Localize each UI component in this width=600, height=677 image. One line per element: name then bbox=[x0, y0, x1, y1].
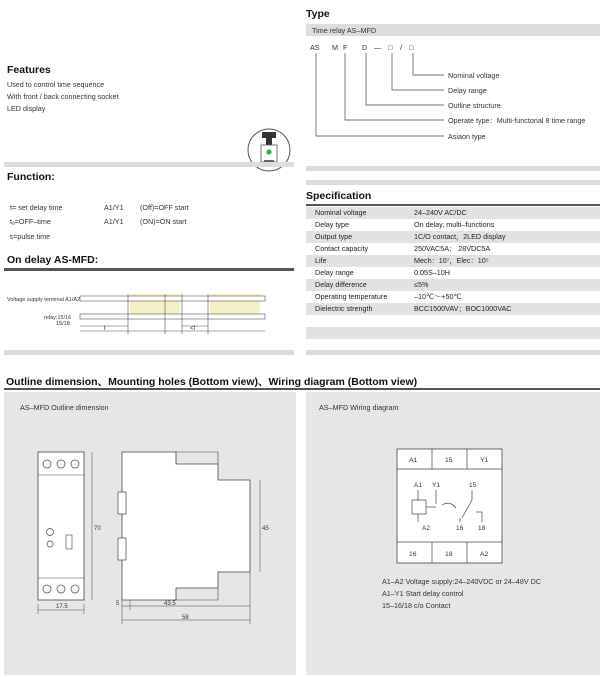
terminal-bottom-16: 16 bbox=[409, 551, 417, 558]
dim-depth-left: 5 bbox=[116, 601, 120, 607]
spec-row-empty bbox=[306, 315, 600, 328]
terminal-bottom-a2: A2 bbox=[480, 551, 489, 558]
code-f: F bbox=[343, 43, 348, 52]
supply-label: Voltage supply terminal A1/A2 bbox=[7, 297, 81, 303]
wiring-note-1: A1–A2 Voltage supply:24–240VDC or 24–48V DC bbox=[382, 577, 542, 586]
wiring-note-2: A1–Y1 Start delay control bbox=[382, 589, 464, 598]
dim-height-front: 70 bbox=[94, 526, 101, 532]
function-heading: Function: bbox=[7, 171, 55, 183]
function-term-1: A1/Y1 bbox=[104, 203, 124, 212]
feature-line-2: With front / back connecting socket bbox=[7, 92, 119, 101]
heading-rule bbox=[4, 268, 294, 271]
t-label: t bbox=[104, 326, 106, 332]
outline-dimension-panel bbox=[4, 392, 296, 675]
type-code-diagram bbox=[306, 38, 600, 148]
legend-nominal-voltage: Nominal voltage bbox=[448, 71, 500, 80]
on-delay-heading: On delay AS-MFD: bbox=[7, 254, 99, 266]
feature-line-3: LED display bbox=[7, 104, 46, 113]
function-term-2: A1/Y1 bbox=[104, 217, 124, 226]
code-d: D bbox=[362, 43, 368, 52]
spec-row-operating-temperature: Operating temperature –10℃～+50℃ bbox=[315, 292, 462, 301]
wiring-drawing bbox=[306, 392, 600, 675]
lt-label: <t bbox=[190, 326, 196, 332]
outline-heading: Outline dimension、Mounting holes (Bottom view)、Wiring diagram (Bottom view) bbox=[6, 376, 418, 388]
spec-row-contact-capacity: Contact capacity 250VAC5A； 28VDC5A bbox=[315, 244, 491, 253]
outline-panel-title: AS–MFD Outline dimension bbox=[20, 403, 109, 412]
code-box1: □ bbox=[388, 43, 393, 52]
code-dash: — bbox=[374, 43, 382, 52]
spec-row-empty bbox=[306, 327, 600, 339]
svg-text:18: 18 bbox=[478, 525, 486, 532]
legend-outline-structure: Outline structure bbox=[448, 101, 501, 110]
wiring-note-3: 15–16/18 c/o Contact bbox=[382, 601, 451, 610]
wiring-diagram-panel bbox=[306, 392, 600, 675]
code-slash: / bbox=[400, 43, 402, 52]
function-desc-2: tₐ=OFF–time bbox=[10, 217, 51, 226]
dim-height-side: 45 bbox=[262, 526, 269, 532]
feature-line-1: Used to control time sequence bbox=[7, 80, 105, 89]
separator bbox=[306, 350, 600, 355]
legend-operate-type: Operate type：Multi-functonal 8 time range bbox=[448, 116, 586, 125]
separator bbox=[4, 350, 294, 355]
separator bbox=[306, 180, 600, 185]
svg-text:15: 15 bbox=[469, 482, 477, 489]
separator bbox=[306, 166, 600, 171]
spec-row-dielectric-strength: Dielectric strength BCC1500VAV；BOC1000VAC bbox=[306, 303, 600, 315]
separator bbox=[4, 162, 294, 167]
function-desc-3: tᵢ=pulse time bbox=[10, 232, 51, 241]
dim-depth-total: 58 bbox=[182, 615, 189, 621]
timing-diagram bbox=[0, 276, 300, 356]
heading-rule bbox=[4, 388, 600, 390]
terminal-top-15: 15 bbox=[445, 457, 453, 464]
relay-label-2: 15/18 bbox=[56, 321, 70, 327]
legend-asiaon-type: Asiaon type bbox=[448, 132, 486, 141]
spec-row-output-type: Output type 1C/O contact，2LED display bbox=[306, 231, 600, 243]
spec-row-delay-difference: Delay difference ≤5% bbox=[306, 279, 600, 291]
spec-row-life: Life Mech：10⁷，Elec：10⁵ bbox=[306, 255, 600, 267]
outline-drawing bbox=[4, 392, 296, 675]
svg-text:A2: A2 bbox=[422, 525, 430, 532]
function-mode-1: (Off)=OFF start bbox=[140, 203, 189, 212]
spec-row-delay-range: Delay range 0.05S–10H bbox=[315, 268, 450, 277]
dim-width-front: 17.5 bbox=[56, 604, 68, 610]
wiring-panel-title: AS–MFD Wiring diagram bbox=[319, 403, 399, 412]
type-bar-label: Time relay AS–MFD bbox=[312, 26, 377, 35]
features-heading: Features bbox=[7, 64, 51, 76]
function-mode-2: (ON)=ON start bbox=[140, 217, 187, 226]
svg-text:A1: A1 bbox=[414, 482, 422, 489]
function-desc-1: t= set delay time bbox=[10, 203, 63, 212]
code-box2: □ bbox=[409, 43, 414, 52]
legend-delay-range: Delay range bbox=[448, 86, 487, 95]
spec-row-nominal-voltage: Nominal voltage 24–240V AC/DC bbox=[306, 207, 600, 219]
dim-depth-mid: 43.5 bbox=[164, 601, 176, 607]
code-as: AS bbox=[310, 43, 320, 52]
svg-text:16: 16 bbox=[456, 525, 464, 532]
terminal-top-a1: A1 bbox=[409, 457, 418, 464]
specification-heading: Specification bbox=[306, 190, 372, 202]
heading-rule bbox=[306, 204, 600, 206]
spec-row-delay-type: Delay type On delay, multi–functions bbox=[315, 220, 495, 229]
code-m: M bbox=[332, 43, 338, 52]
relay-label-1: relay:15/16 bbox=[44, 315, 72, 321]
svg-text:Y1: Y1 bbox=[432, 482, 440, 489]
type-bar bbox=[306, 24, 600, 36]
terminal-bottom-18: 18 bbox=[445, 551, 453, 558]
terminal-top-y1: Y1 bbox=[480, 457, 489, 464]
type-heading: Type bbox=[306, 8, 330, 20]
